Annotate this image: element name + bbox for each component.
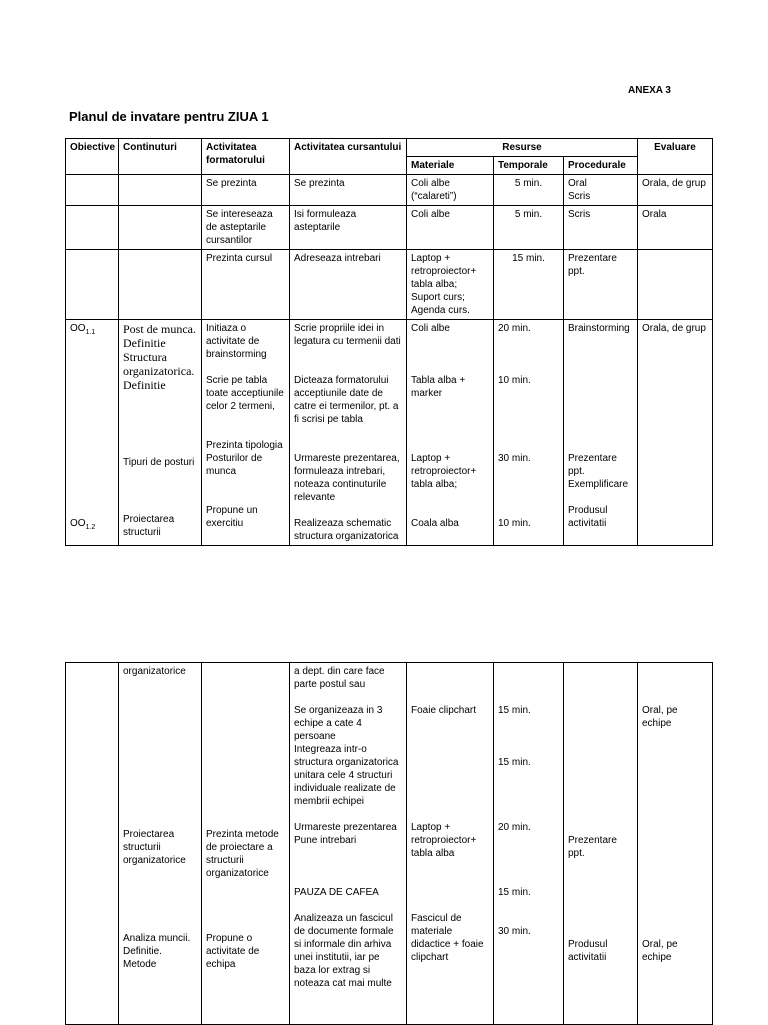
cell-procedurale: Scris (564, 206, 638, 250)
cell-continuturi: Post de munca. Definitie Structura organizatorica. Definitie Tipuri de posturi Proiectarea structurii (119, 320, 202, 546)
cell-formator: Prezinta cursul (202, 250, 290, 320)
cell-materiale: Coli albe (407, 206, 494, 250)
cell-temporale: 5 min. (494, 175, 564, 206)
cell-procedurale: Brainstorming Prezentare ppt. Exemplificare Produsul activitatii (564, 320, 638, 546)
cell-evaluare: Orala (638, 206, 713, 250)
cell-evaluare (638, 250, 713, 320)
header-temporale: Temporale (494, 157, 564, 175)
table-row (66, 250, 713, 320)
cell-continuturi: organizatorice Proiectarea structurii organizatorice Analiza muncii. Definitie. Metode (119, 663, 202, 1025)
table-row (66, 206, 713, 250)
cell-formator: Prezinta metode de proiectare a structurii organizatorice Propune o activitate de echipa (202, 663, 290, 1025)
header-activitatea-formatorului: Activitatea formatorului (202, 139, 290, 175)
cell-formator: Se prezinta (202, 175, 290, 206)
learning-plan-table-2 (65, 662, 713, 1025)
table-row (66, 320, 713, 546)
header-activitatea-cursantului: Activitatea cursantului (290, 139, 407, 175)
cell-formator: Se intereseaza de asteptarile cursantilor (202, 206, 290, 250)
page-title: Planul de invatare pentru ZIUA 1 (69, 109, 269, 124)
cell-cursant: Adreseaza intrebari (290, 250, 407, 320)
cell-evaluare: Oral, pe echipe Oral, pe echipe (638, 663, 713, 1025)
header-materiale: Materiale (407, 157, 494, 175)
cell-cursant: Isi formuleaza asteptarile (290, 206, 407, 250)
cell-temporale: 15 min. 15 min. 20 min. 15 min. 30 min. (494, 663, 564, 1025)
cell-procedurale: Oral Scris (564, 175, 638, 206)
table-row (66, 663, 713, 1025)
cell-cursant: Se prezinta (290, 175, 407, 206)
cell-temporale: 5 min. (494, 206, 564, 250)
cell-cursant: a dept. din care face parte postul sau Se organizeaza in 3 echipe a cate 4 persoane Integreaza intr-o structura organizatorica unitara cele 4 structuri individuale realizate de membrii echipei Urmareste prezentarea Pune intrebari PAUZA DE CAFEA Analizeaza un fascicul de documente formale si informale din arhiva unei institutii, iar pe baza lor extrag si noteaza cat mai multe (290, 663, 407, 1025)
cell-cursant: Scrie propriile idei in legatura cu termenii dati Dicteaza formatorului acceptiunile date de catre ei termenilor, pt. a fi scrisi pe tabla Urmareste prezentarea, formuleaza intrebari, noteaza continuturile relevante Realizeaza schematic structura organizatorica (290, 320, 407, 546)
table-row (66, 175, 713, 206)
cell-materiale: Coli albe Tabla alba + marker Laptop + retroproiector+ tabla alba; Coala alba (407, 320, 494, 546)
cell-procedurale: Prezentare ppt. Produsul activitatii (564, 663, 638, 1025)
cell-materiale: Laptop + retroproiector+ tabla alba; Suport curs; Agenda curs. (407, 250, 494, 320)
cell-temporale: 20 min. 10 min. 30 min. 10 min. (494, 320, 564, 546)
header-obiective: Obiective (66, 139, 119, 175)
cell-materiale: Coli albe (“calareti”) (407, 175, 494, 206)
learning-plan-table-1 (65, 138, 713, 546)
cell-evaluare: Orala, de grup (638, 175, 713, 206)
cell-formator: Initiaza o activitate de brainstorming Scrie pe tabla toate acceptiunile celor 2 termeni, Prezinta tipologia Posturilor de munca Propune un exercitiu (202, 320, 290, 546)
header-continuturi: Continuturi (119, 139, 202, 175)
annex-label: ANEXA 3 (628, 85, 671, 96)
cell-evaluare: Orala, de grup (638, 320, 713, 546)
cell-obiective (66, 663, 119, 1025)
cell-obiective: $OO_{1.1}$ $OO_{1.2}$ (66, 320, 119, 546)
header-resurse: Resurse (407, 139, 638, 157)
cell-temporale: 15 min. (494, 250, 564, 320)
header-procedurale: Procedurale (564, 157, 638, 175)
cell-procedurale: Prezentare ppt. (564, 250, 638, 320)
cell-materiale: Foaie clipchart Laptop + retroproiector+ tabla alba Fascicul de materiale didactice + foaie clipchart (407, 663, 494, 1025)
header-evaluare: Evaluare (638, 139, 713, 175)
